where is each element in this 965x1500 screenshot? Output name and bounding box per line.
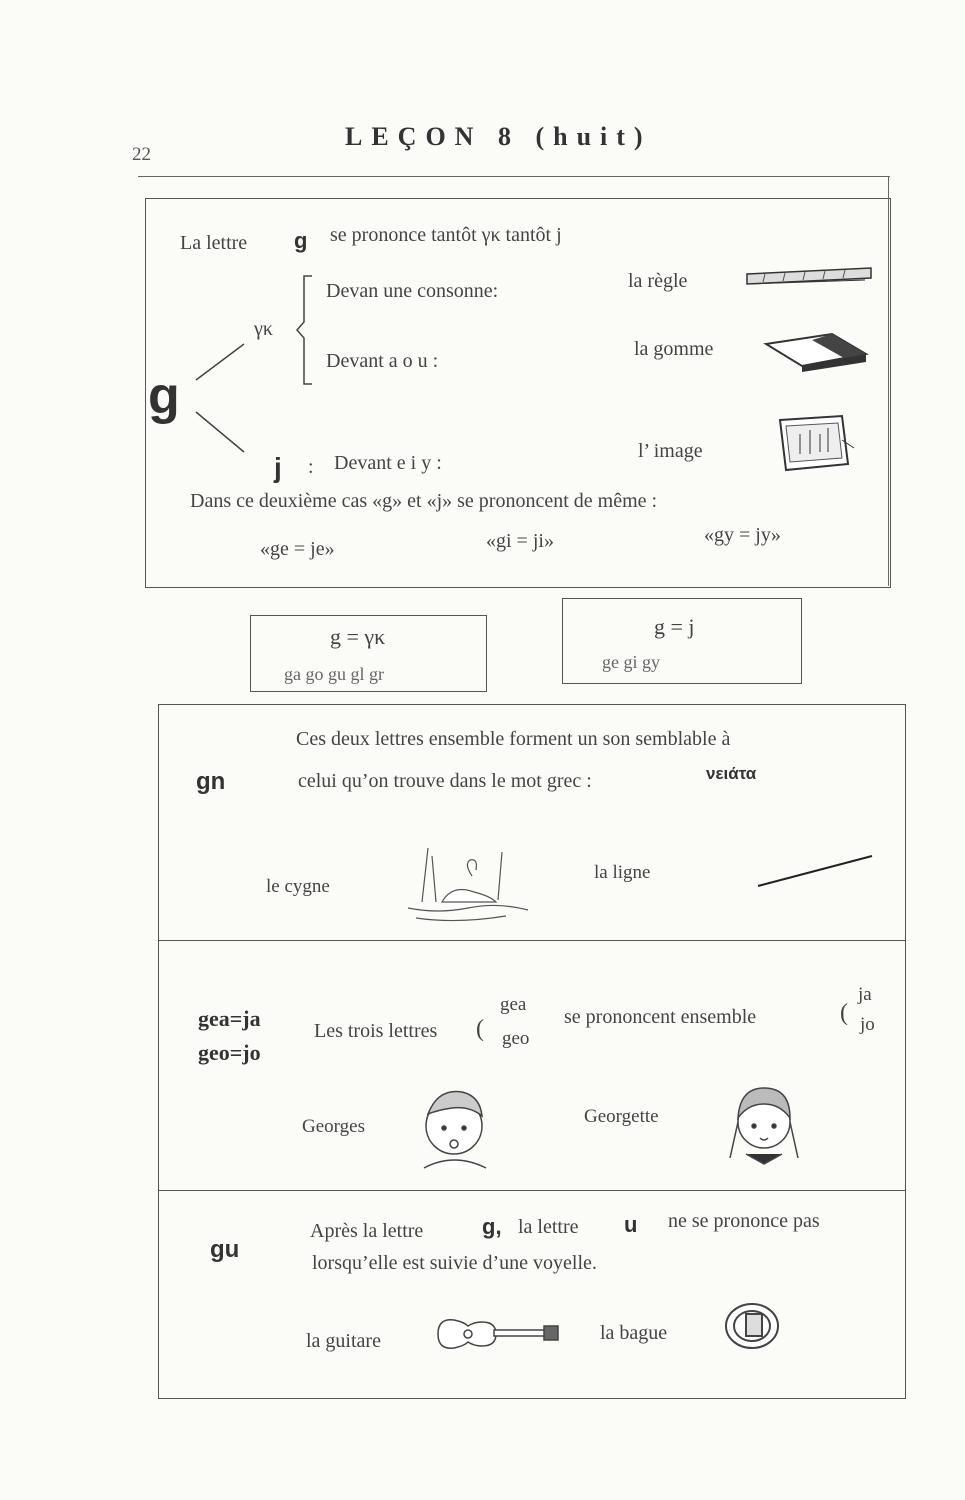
result-jo: jo — [860, 1014, 875, 1035]
example-guitare: la guitare — [306, 1330, 381, 1352]
gu-letter-u: u — [624, 1212, 638, 1237]
open-paren-left: ( — [476, 1016, 484, 1042]
second-case-note: Dans ce deuxième cas «g» et «j» se prononcent de même : — [190, 490, 658, 512]
rule-aou: Devant a o u : — [326, 350, 439, 372]
example-bague: la bague — [600, 1322, 668, 1344]
card-g-j-letters: ge gi gy — [602, 652, 660, 672]
gea-equals-ja: gea=ja — [198, 1006, 261, 1031]
intro-suffix: se prononce tantôt γκ tantôt j — [330, 224, 562, 246]
lesson-title: LEÇON 8 (huit) — [345, 122, 652, 151]
example-georges: Georges — [302, 1116, 365, 1137]
gn-text-line1: Ces deux lettres ensemble forment un son semblable à — [296, 728, 731, 750]
picture-icon — [776, 414, 856, 474]
line-icon — [750, 852, 880, 892]
gn-text-line2: celui qu’on trouve dans le mot grec : — [298, 770, 592, 792]
example-regle: la règle — [628, 270, 688, 292]
eq-gy-jy: «gy = jy» — [704, 524, 781, 546]
ruler-icon — [745, 266, 875, 290]
example-ligne: la ligne — [594, 862, 651, 883]
ring-icon — [718, 1296, 788, 1356]
open-paren-right: ( — [840, 1000, 848, 1026]
gea-text-suffix: se prononcent ensemble — [564, 1006, 757, 1028]
divider-gn-gea — [158, 940, 906, 941]
lower-rules-box — [158, 704, 906, 1399]
gu-text-a: Après la lettre — [310, 1220, 424, 1242]
greek-word: νειάτα — [706, 764, 757, 783]
boy-face-icon — [410, 1084, 500, 1174]
gn-label: gn — [196, 768, 226, 795]
intro-letter: g — [294, 228, 308, 253]
gu-text-b: la lettre — [518, 1216, 579, 1238]
divider-gea-gu — [158, 1190, 906, 1191]
example-cygne: le cygne — [266, 876, 330, 897]
eq-ge-je: «ge = je» — [260, 538, 335, 560]
card-g-gk-letters: ga go gu gl gr — [284, 664, 384, 684]
girl-face-icon — [720, 1082, 810, 1172]
example-georgette: Georgette — [584, 1106, 659, 1127]
card-g-j — [562, 598, 802, 684]
letters-gea: gea — [500, 994, 527, 1015]
swan-icon — [402, 842, 532, 932]
card-g-j-heading: g = j — [654, 614, 695, 639]
gu-label: gu — [210, 1236, 240, 1263]
rule-eiy: Devant e i y : — [334, 452, 442, 474]
intro-prefix: La lettre — [180, 232, 248, 254]
gk-label: γκ — [254, 318, 273, 340]
eq-gi-ji: «gi = ji» — [486, 530, 554, 552]
card-g-gk-heading: g = γκ — [330, 624, 386, 649]
big-letter-g: g — [148, 367, 180, 425]
example-image: l’ image — [638, 440, 703, 462]
result-ja: ja — [858, 984, 872, 1005]
j-colon: : — [308, 456, 314, 478]
gu-letter-g: g, — [482, 1214, 502, 1239]
geo-equals-jo: geo=jo — [198, 1040, 261, 1065]
rule-consonant: Devan une consonne: — [326, 280, 499, 302]
example-gomme: la gomme — [634, 338, 714, 360]
page-number: 22 — [132, 144, 151, 165]
eraser-icon — [762, 330, 872, 374]
letters-geo: geo — [502, 1028, 530, 1049]
j-label: j — [274, 452, 282, 483]
gu-text-c: ne se prononce pas — [668, 1210, 820, 1232]
gea-text-prefix: Les trois lettres — [314, 1020, 438, 1042]
guitar-icon — [432, 1314, 562, 1354]
gu-text-line2: lorsqu’elle est suivie d’une voyelle. — [312, 1252, 597, 1274]
